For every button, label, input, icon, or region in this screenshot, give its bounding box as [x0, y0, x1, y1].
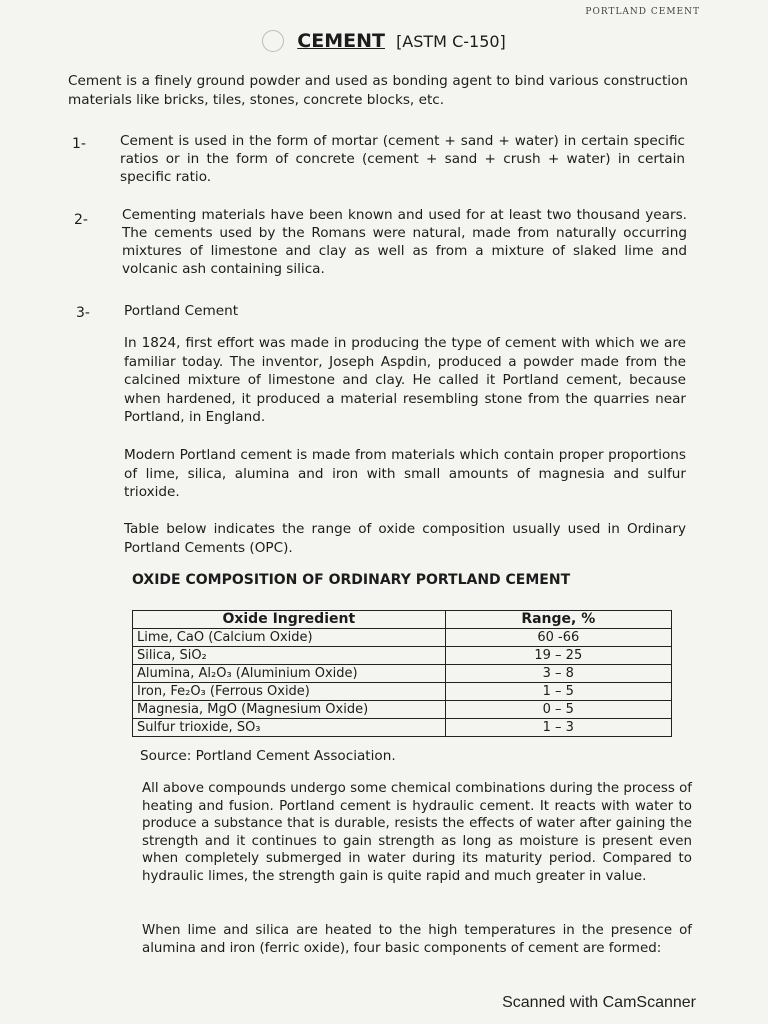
range-cell: 3 – 8	[445, 665, 671, 683]
table-row	[133, 683, 672, 701]
table-row	[133, 647, 672, 665]
table-row	[133, 701, 672, 719]
ingredient-cell: Lime, CaO (Calcium Oxide)	[133, 629, 446, 647]
table-source: Source: Portland Cement Association.	[140, 748, 396, 764]
running-header: PORTLAND CEMENT	[585, 7, 700, 17]
ingredient-cell: Sulfur trioxide, SO₃	[133, 719, 446, 737]
ingredient-cell: Silica, SiO₂	[133, 647, 446, 665]
page-title: CEMENT	[297, 30, 385, 52]
range-cell: 1 – 5	[445, 683, 671, 701]
portland-paragraph: Modern Portland cement is made from materials which contain proper proportions of lime, silica, alumina and iron with small amounts of magnesia and sulfur trioxide.	[124, 447, 686, 500]
intro-paragraph: Cement is a finely ground powder and used as bonding agent to bind various construction materials like bricks, tiles, stones, concrete blocks, etc.	[68, 73, 688, 108]
item-number: 2-	[74, 212, 88, 228]
table-row	[133, 665, 672, 683]
item-number: 1-	[72, 136, 86, 152]
ingredient-cell: Iron, Fe₂O₃ (Ferrous Oxide)	[133, 683, 446, 701]
portland-paragraph: In 1824, first effort was made in producing the type of cement with which we are familiar today. The inventor, Joseph Aspdin, produced a powder made from the calcined mixture of limestone and clay. He called it Portland cement, because when hardened, it produced a material resembling stone from the quarries near Portland, in England.	[124, 335, 686, 425]
closing-paragraph: All above compounds undergo some chemical combinations during the process of heating and fusion. Portland cement is hydraulic cement. It reacts with water to produce a substance that is durable, resists the effects of water after gaining the strength and it continues to gain strength as long as moisture is present even when completely submerged in water during its maturity period. Compared to hydraulic limes, the strength gain is quite rapid and much greater in value.	[142, 781, 692, 884]
ingredient-cell: Alumina, Al₂O₃ (Aluminium Oxide)	[133, 665, 446, 683]
range-cell: 1 – 3	[445, 719, 671, 737]
table-row	[133, 629, 672, 647]
table-title: OXIDE COMPOSITION OF ORDINARY PORTLAND CEMENT	[132, 572, 571, 588]
circle-stamp-icon	[262, 30, 284, 52]
item-heading: Portland Cement	[124, 303, 239, 319]
oxide-table	[132, 610, 672, 737]
table-header-row	[133, 611, 672, 629]
range-cell: 60 -66	[445, 629, 671, 647]
title-row	[0, 30, 768, 52]
item-number: 3-	[76, 305, 90, 321]
column-header: Oxide Ingredient	[133, 611, 446, 629]
range-cell: 19 – 25	[445, 647, 671, 665]
table-row	[133, 719, 672, 737]
item-text: Cement is used in the form of mortar (cement + sand + water) in certain specific ratios or in the form of concrete (cement + sand + crush + water) in certain specific ratio.	[120, 133, 685, 185]
column-header: Range, %	[445, 611, 671, 629]
portland-paragraph: Table below indicates the range of oxide composition usually used in Ordinary Portland Cements (OPC).	[124, 521, 686, 556]
page-subtitle: [ASTM C-150]	[396, 31, 506, 51]
item-text: Cementing materials have been known and used for at least two thousand years. The cements used by the Romans were natural, made from naturally occurring mixtures of limestone and clay as well as from a mixture of slaked lime and volcanic ash containing silica.	[122, 207, 687, 277]
closing-paragraph: When lime and silica are heated to the high temperatures in the presence of alumina and iron (ferric oxide), four basic components of cement are formed:	[142, 923, 692, 956]
scanner-watermark: Scanned with CamScanner	[502, 994, 696, 1011]
ingredient-cell: Magnesia, MgO (Magnesium Oxide)	[133, 701, 446, 719]
range-cell: 0 – 5	[445, 701, 671, 719]
